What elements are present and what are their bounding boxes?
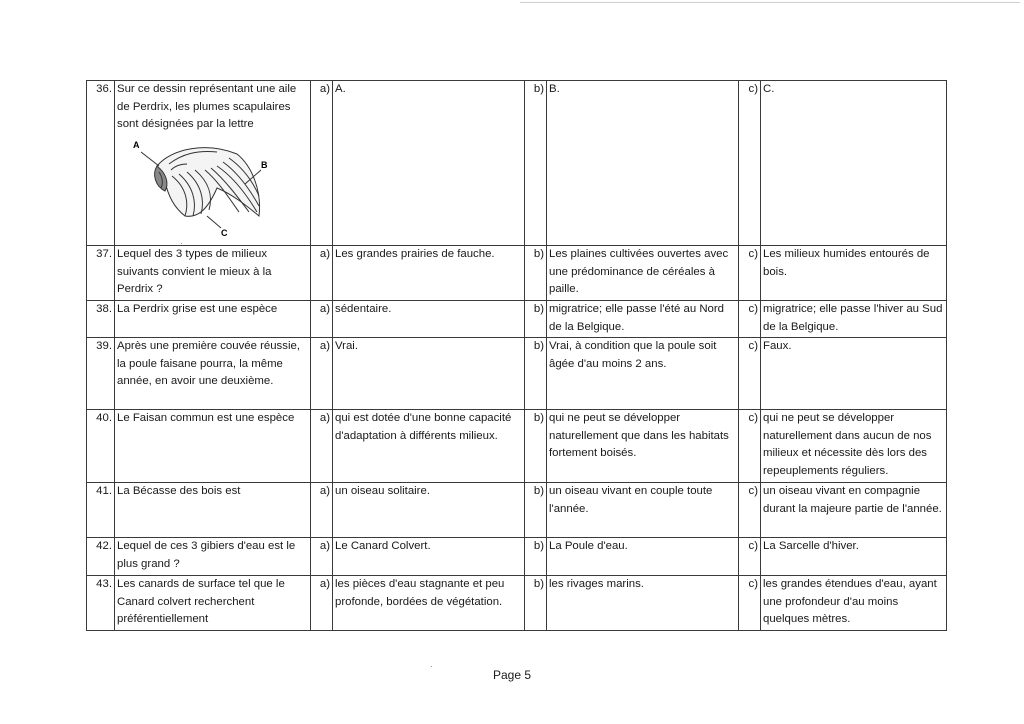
answer-label: a) (311, 538, 333, 576)
answer-text: migratrice; elle passe l'été au Nord de la Belgique. (547, 301, 739, 338)
answer-text: Les milieux humides entourés de bois. (761, 246, 947, 301)
question-text: Après une première couvée réussie, la poule faisane pourra, la même année, en avoir une deuxième. (115, 338, 311, 410)
answer-text: Le Canard Colvert. (333, 538, 525, 576)
question-number: 39. (87, 338, 115, 410)
answer-text: Les grandes prairies de fauche. (333, 246, 525, 301)
answer-label: b) (525, 246, 547, 301)
answer-label: a) (311, 81, 333, 246)
answer-label: a) (311, 576, 333, 631)
question-row (87, 576, 947, 631)
answer-label: a) (311, 246, 333, 301)
answer-text: Vrai. (333, 338, 525, 410)
question-text: Les canards de surface tel que le Canard colvert recherchent préférentiellement (115, 576, 311, 631)
question-number: 43. (87, 576, 115, 631)
question-row (87, 538, 947, 576)
answer-text: les grandes étendues d'eau, ayant une profondeur d'au moins quelques mètres. (761, 576, 947, 631)
question-text: Lequel des 3 types de milieux suivants convient le mieux à la Perdrix ? (115, 246, 311, 301)
question-row (87, 338, 947, 410)
question-row (87, 81, 947, 246)
question-text: Le Faisan commun est une espèce (115, 410, 311, 483)
question-row (87, 246, 947, 301)
question-number: 36. (87, 81, 115, 246)
question-number: 40. (87, 410, 115, 483)
answer-label: a) (311, 483, 333, 538)
question-text: Lequel de ces 3 gibiers d'eau est le plus grand ? (115, 538, 311, 576)
partridge-wing-figure (127, 136, 277, 236)
question-table (86, 80, 947, 631)
question-text-cell (115, 81, 311, 246)
question-number: 37. (87, 246, 115, 301)
question-number: 41. (87, 483, 115, 538)
answer-label: c) (739, 576, 761, 631)
answer-label: a) (311, 410, 333, 483)
answer-label: c) (739, 410, 761, 483)
answer-text: Faux. (761, 338, 947, 410)
answer-label: c) (739, 338, 761, 410)
answer-text: Vrai, à condition que la poule soit âgée d'au moins 2 ans. (547, 338, 739, 410)
question-row (87, 483, 947, 538)
answer-label: c) (739, 301, 761, 338)
answer-label: b) (525, 301, 547, 338)
page-number: Page 5 (492, 668, 532, 682)
answer-label: b) (525, 483, 547, 538)
figure-label-b: B (261, 159, 268, 170)
answer-text: sédentaire. (333, 301, 525, 338)
answer-text: B. (547, 81, 739, 246)
answer-label: a) (311, 301, 333, 338)
question-number: 42. (87, 538, 115, 576)
answer-label: b) (525, 338, 547, 410)
answer-text: un oiseau vivant en couple toute l'année. (547, 483, 739, 538)
answer-text: Les plaines cultivées ouvertes avec une prédominance de céréales à paille. (547, 246, 739, 301)
question-row (87, 410, 947, 483)
answer-text: les pièces d'eau stagnante et peu profonde, bordées de végétation. (333, 576, 525, 631)
answer-text: qui est dotée d'une bonne capacité d'adaptation à différents milieux. (333, 410, 525, 483)
answer-text: les rivages marins. (547, 576, 739, 631)
answer-text: un oiseau vivant en compagnie durant la majeure partie de l'année. (761, 483, 947, 538)
answer-text: A. (333, 81, 525, 246)
answer-text: La Poule d'eau. (547, 538, 739, 576)
question-text: La Perdrix grise est une espèce (115, 301, 311, 338)
figure-label-c: C (221, 227, 228, 236)
question-row (87, 301, 947, 338)
scan-speck (431, 666, 432, 667)
answer-text: La Sarcelle d'hiver. (761, 538, 947, 576)
answer-label: b) (525, 81, 547, 246)
answer-text: qui ne peut se développer naturellement dans aucun de nos milieux et nécessite dès lors des repeuplements réguliers. (761, 410, 947, 483)
question-text: La Bécasse des bois est (115, 483, 311, 538)
answer-label: a) (311, 338, 333, 410)
answer-text: migratrice; elle passe l'hiver au Sud de la Belgique. (761, 301, 947, 338)
answer-label: c) (739, 538, 761, 576)
question-number: 38. (87, 301, 115, 338)
answer-label: b) (525, 576, 547, 631)
answer-text: C. (761, 81, 947, 246)
top-edge-line (520, 2, 1020, 3)
answer-text: un oiseau solitaire. (333, 483, 525, 538)
scan-speck (181, 243, 182, 244)
answer-label: b) (525, 538, 547, 576)
answer-label: c) (739, 81, 761, 246)
answer-label: c) (739, 483, 761, 538)
question-text: Sur ce dessin représentant une aile de Perdrix, les plumes scapulaires sont désignées par la lettre (117, 83, 297, 130)
figure-label-a: A (133, 139, 140, 150)
answer-label: c) (739, 246, 761, 301)
answer-label: b) (525, 410, 547, 483)
answer-text: qui ne peut se développer naturellement que dans les habitats fortement boisés. (547, 410, 739, 483)
